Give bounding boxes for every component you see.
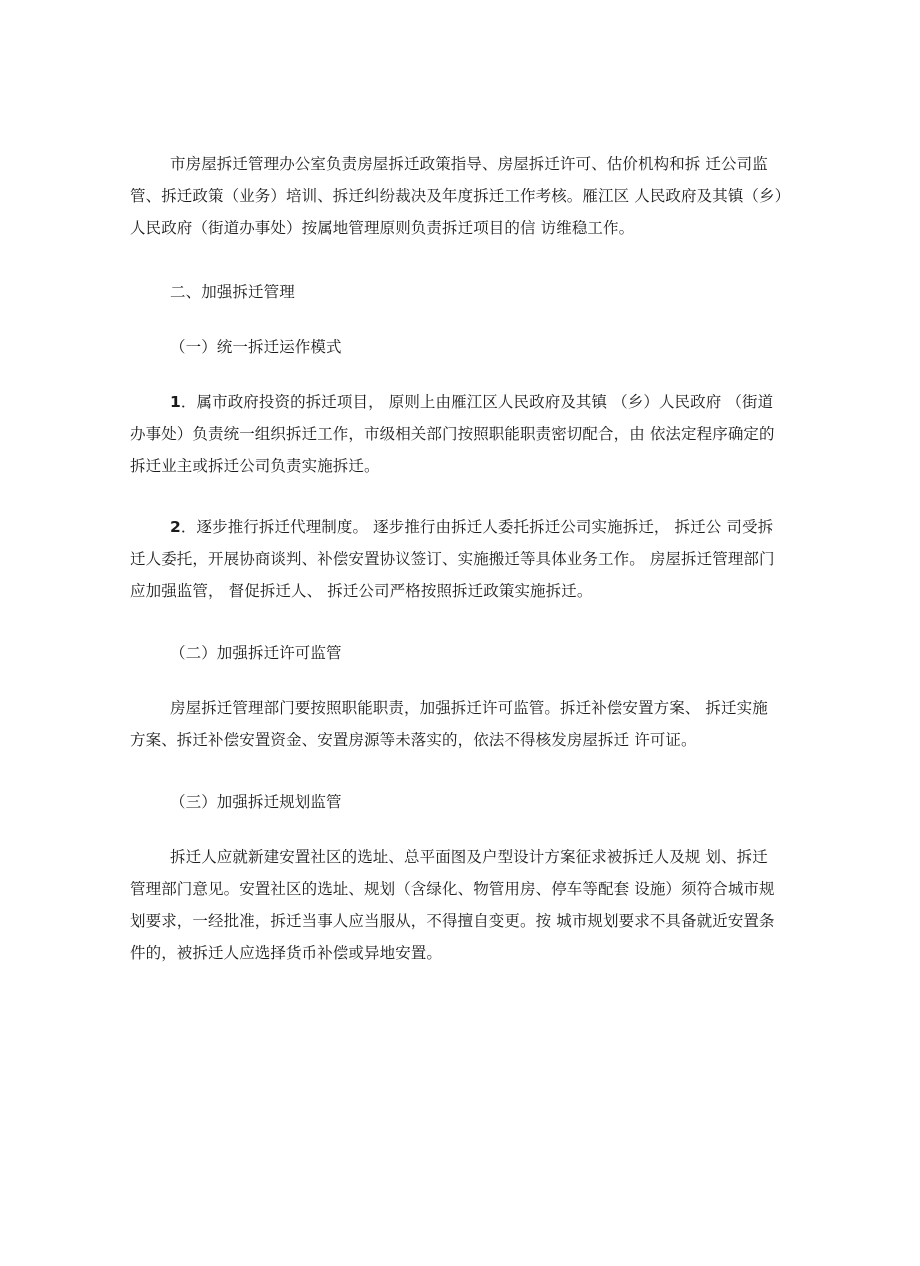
- text-line: 办事处）负责统一组织拆迁工作，市级相关部门按照职能职责密切配合，由 依法定程序确定的: [130, 425, 775, 443]
- paragraph-permit: [130, 692, 790, 756]
- heading-text: （一）统一拆迁运作模式: [170, 338, 342, 356]
- text-line: 房屋拆迁管理部门要按照职能职责，加强拆迁许可监管。拆迁补偿安置方案、 拆迁实施: [170, 699, 768, 717]
- text-segment: ．逐步推行拆迁代理制度。 逐步推行由拆迁人委托拆迁公司实施拆迁， 拆迁公 司受拆: [180, 518, 774, 536]
- item-number: 2: [170, 518, 181, 536]
- text-line: 人民政府（街道办事处）按属地管理原则负责拆迁项目的信 访维稳工作。: [130, 219, 635, 237]
- item-number: 1: [170, 393, 181, 411]
- heading-text: 二、加强拆迁管理: [170, 283, 295, 301]
- subsection-heading-3: [130, 786, 790, 818]
- text-line: 拆迁业主或拆迁公司负责实施拆迁。: [130, 457, 380, 475]
- paragraph-responsibilities: [130, 148, 790, 244]
- text-line: 划要求，一经批准，拆迁当事人应当服从，不得擅自变更。按 城市规划要求不具备就近安置条: [130, 912, 775, 930]
- subsection-heading-1: [130, 331, 790, 363]
- paragraph-planning: [130, 841, 790, 969]
- subsection-heading-2: [130, 637, 790, 669]
- text-line: 拆迁人应就新建安置社区的选址、总平面图及户型设计方案征求被拆迁人及规 划、拆迁: [170, 848, 768, 866]
- paragraph-item-1: [130, 386, 790, 482]
- text-segment: ．属市政府投资的拆迁项目， 原则上由雁江区人民政府及其镇 （乡）人民政府 （街道: [180, 393, 774, 411]
- heading-text: （二）加强拆迁许可监管: [170, 644, 342, 662]
- text-line: 市房屋拆迁管理办公室负责房屋拆迁政策指导、房屋拆迁许可、估价机构和拆 迁公司监: [170, 155, 768, 173]
- text-line: 应加强监管， 督促拆迁人、 拆迁公司严格按照拆迁政策实施拆迁。: [130, 582, 593, 600]
- text-line: 迁人委托，开展协商谈判、补偿安置协议签订、实施搬迁等具体业务工作。 房屋拆迁管理部门: [130, 550, 775, 568]
- text-line: [130, 511, 790, 543]
- paragraph-item-2: [130, 511, 790, 607]
- text-line: 方案、拆迁补偿安置资金、安置房源等未落实的，依法不得核发房屋拆迁 许可证。: [130, 731, 697, 749]
- text-line: [130, 386, 790, 418]
- text-line: 管、拆迁政策（业务）培训、拆迁纠纷裁决及年度拆迁工作考核。雁江区 人民政府及其镇（乡）: [130, 187, 791, 205]
- text-line: 管理部门意见。安置社区的选址、规划（含绿化、物管用房、停车等配套 设施）须符合城市规: [130, 880, 775, 898]
- text-line: 件的，被拆迁人应选择货币补偿或异地安置。: [130, 944, 443, 962]
- section-heading: [130, 276, 790, 308]
- heading-text: （三）加强拆迁规划监管: [170, 793, 342, 811]
